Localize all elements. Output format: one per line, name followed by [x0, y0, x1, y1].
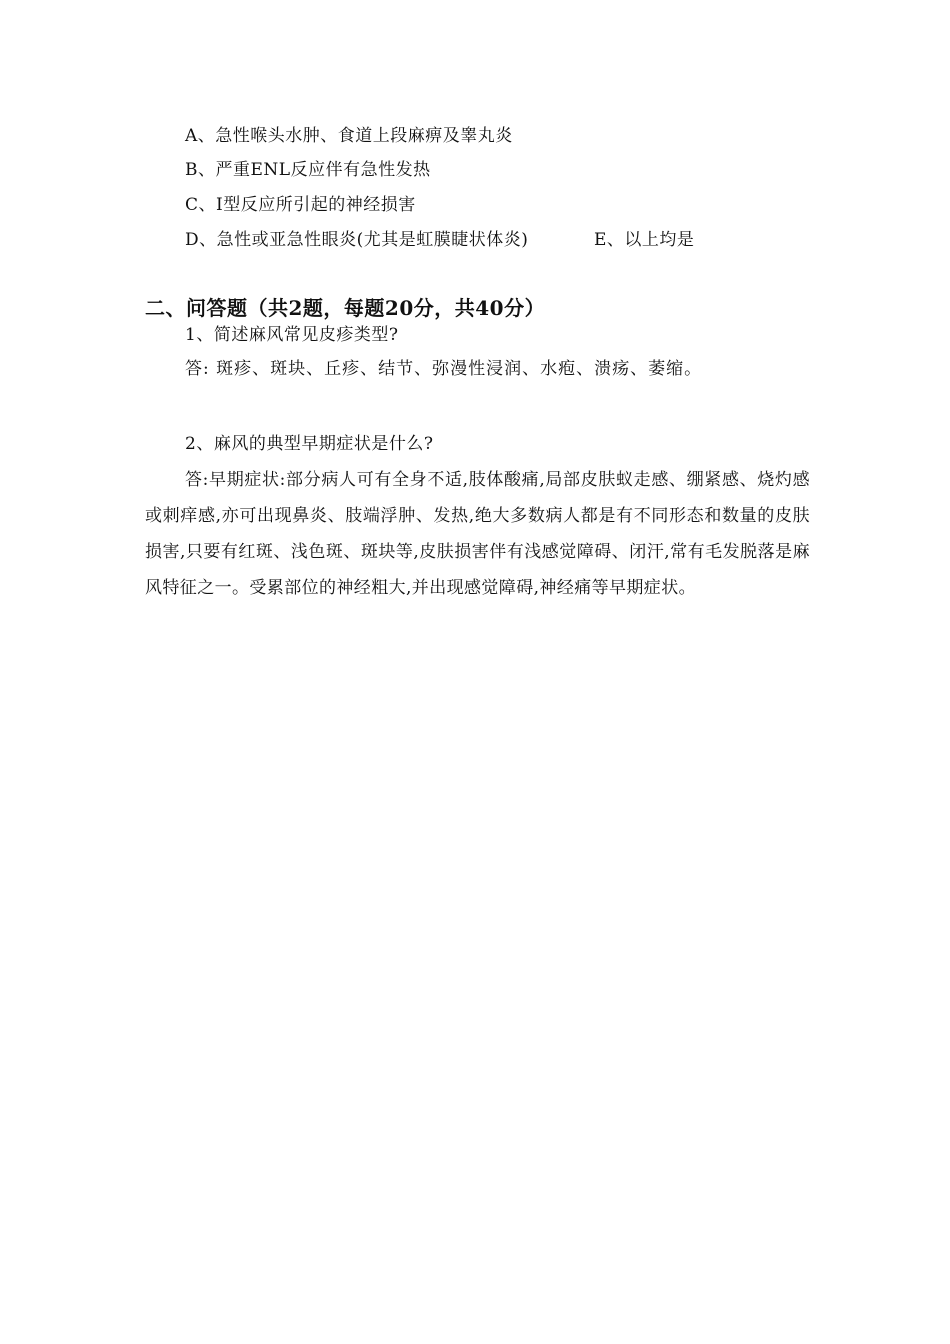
option-b: B、严重ENL反应伴有急性发热	[185, 160, 431, 180]
question-1: 1、简述麻风常见皮疹类型?	[185, 325, 399, 345]
option-e: E、以上均是	[594, 230, 695, 250]
answer-2: 答:早期症状:部分病人可有全身不适,肢体酸痛,局部皮肤蚁走感、绷紧感、烧灼感或刺痒感,亦可出现鼻炎、肢端浮肿、发热,绝大多数病人都是有不同形态和数量的皮肤损害,只要有红斑、浅色斑、斑块等,皮肤损害伴有浅感觉障碍、闭汗,常有毛发脱落是麻风特征之一。受累部位的神经粗大,并出现感觉障碍,神经痛等早期症状。	[145, 470, 810, 598]
option-a: A、急性喉头水肿、食道上段麻痹及睾丸炎	[185, 126, 513, 146]
question-2: 2、麻风的典型早期症状是什么?	[185, 434, 434, 454]
section-title: 二、问答题（共2题，每题20分，共40分）	[145, 296, 546, 320]
option-c: C、I型反应所引起的神经损害	[185, 195, 416, 215]
answer-1: 答: 斑疹、斑块、丘疹、结节、弥漫性浸润、水疱、溃疡、萎缩。	[185, 359, 703, 379]
option-d: D、急性或亚急性眼炎(尤其是虹膜睫状体炎)	[185, 230, 529, 250]
